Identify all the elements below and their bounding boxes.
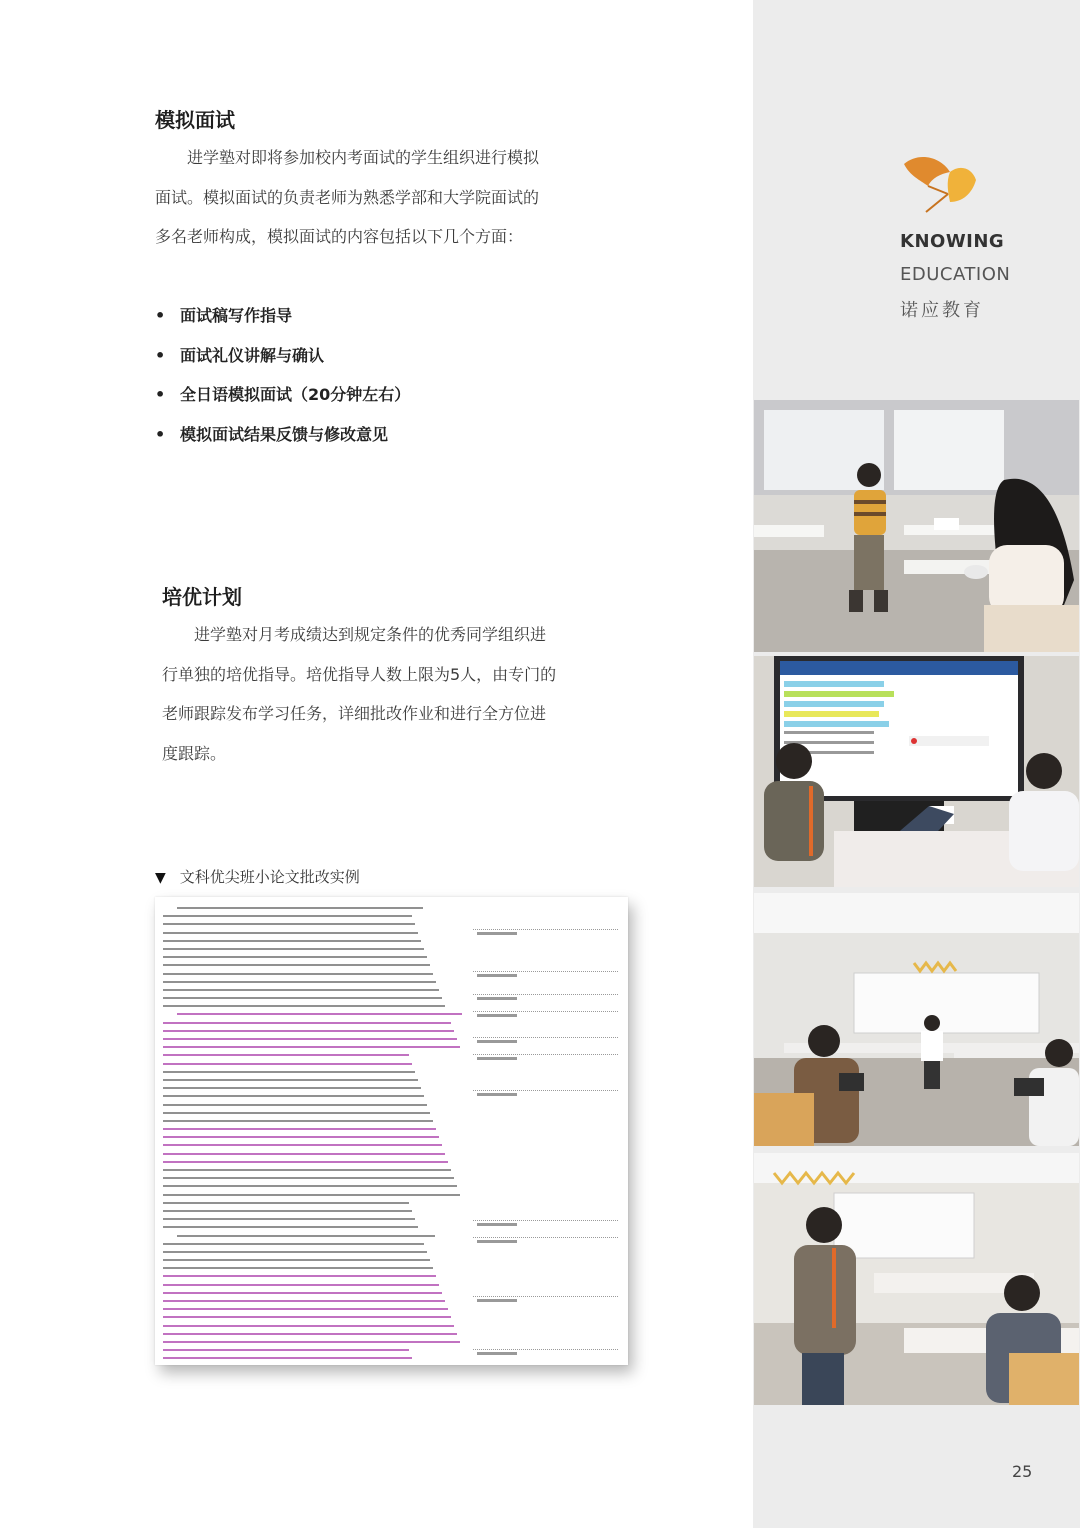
essay-line <box>163 1357 412 1359</box>
essay-line <box>163 1194 460 1196</box>
margin-comment <box>473 1037 618 1039</box>
brand-name-chinese: 诺应教育 <box>900 300 984 321</box>
essay-line <box>163 1210 412 1212</box>
essay-line <box>177 1235 435 1237</box>
paragraph-line: 进学塾对即将参加校内考面试的学生组织进行模拟 <box>187 148 540 167</box>
essay-line <box>163 1218 415 1220</box>
essay-example-caption <box>155 866 360 887</box>
margin-comment <box>473 1090 618 1092</box>
margin-comment <box>473 1054 618 1056</box>
essay-line <box>163 940 421 942</box>
corrected-essay-image <box>155 897 628 1365</box>
essay-line <box>163 1325 454 1327</box>
essay-line <box>163 1185 457 1187</box>
essay-line <box>163 1259 430 1261</box>
mock-interview-paragraph <box>155 138 575 257</box>
essay-line <box>163 1112 430 1114</box>
excellence-program-paragraph <box>162 615 582 773</box>
essay-line <box>163 1300 445 1302</box>
bullet-item: • 模拟面试结果反馈与修改意见 <box>155 415 410 455</box>
essay-line <box>177 907 423 909</box>
essay-line <box>163 973 433 975</box>
essay-line <box>163 1169 451 1171</box>
bullet-item: • 面试稿写作指导 <box>155 296 410 336</box>
essay-line <box>163 1251 427 1253</box>
brand-name-education: EDUCATION <box>900 264 1011 285</box>
essay-line <box>163 997 442 999</box>
page-number: 25 <box>1012 1462 1033 1481</box>
essay-line <box>163 1104 427 1106</box>
essay-line <box>163 1128 436 1130</box>
essay-line <box>163 1120 433 1122</box>
paragraph-line: 度跟踪。 <box>162 743 227 763</box>
essay-line <box>163 1071 415 1073</box>
essay-line <box>163 1243 424 1245</box>
paragraph-line: 老师跟踪发布学习任务，详细批改作业和进行全方位进 <box>162 704 547 723</box>
margin-comment <box>473 1349 618 1351</box>
mock-interview-bullet-list <box>155 296 410 454</box>
essay-line <box>163 1153 445 1155</box>
margin-comment <box>473 971 618 973</box>
margin-comment <box>473 1237 618 1239</box>
essay-line <box>163 1292 442 1294</box>
essay-line <box>163 1275 436 1277</box>
essay-line <box>163 1284 439 1286</box>
brand-name-knowing: KNOWING <box>900 231 1005 252</box>
essay-line <box>163 1349 409 1351</box>
essay-line <box>163 1022 451 1024</box>
essay-line <box>163 1202 409 1204</box>
photo-mock-interview-1 <box>754 400 1079 652</box>
photo-essay-review-screen <box>754 656 1079 887</box>
paragraph-line: 面试。模拟面试的负责老师为熟悉学部和大学院面试的 <box>155 187 540 207</box>
triangle-down-icon: ▼ <box>155 870 166 886</box>
bullet-item: • 全日语模拟面试（20分钟左右） <box>155 375 410 415</box>
essay-line <box>163 923 415 925</box>
section-title-excellence-program: 培优计划 <box>162 585 242 609</box>
essay-line <box>163 1316 451 1318</box>
margin-comment <box>473 994 618 996</box>
paragraph-line: 行单独的培优指导。培优指导人数上限为5人，由专门的 <box>162 664 557 684</box>
essay-margin-comments <box>473 897 623 1365</box>
essay-line <box>163 956 427 958</box>
essay-line <box>177 1013 462 1015</box>
essay-line <box>163 1079 418 1081</box>
essay-line <box>163 1177 454 1179</box>
essay-line <box>163 915 412 917</box>
section-title-mock-interview: 模拟面试 <box>155 108 235 132</box>
essay-line <box>163 1005 445 1007</box>
paragraph-line: 多名老师构成，模拟面试的内容包括以下几个方面： <box>155 227 524 246</box>
margin-comment <box>473 1011 618 1013</box>
essay-line <box>163 1038 457 1040</box>
essay-line <box>163 1063 412 1065</box>
photo-tutoring-session <box>754 1153 1079 1405</box>
essay-line <box>163 1144 442 1146</box>
bullet-item: • 面试礼仪讲解与确认 <box>155 336 410 376</box>
essay-line <box>163 1226 418 1228</box>
essay-line <box>163 1030 454 1032</box>
essay-line <box>163 1054 409 1056</box>
essay-line <box>163 1333 457 1335</box>
essay-line <box>163 948 424 950</box>
essay-line <box>163 932 418 934</box>
essay-line <box>163 989 439 991</box>
essay-line <box>163 1341 460 1343</box>
essay-line <box>163 1267 433 1269</box>
essay-line <box>163 1046 460 1048</box>
paragraph-line: 进学塾对月考成绩达到规定条件的优秀同学组织进 <box>194 625 547 644</box>
ginkgo-leaf-icon <box>900 150 980 215</box>
essay-line <box>163 981 436 983</box>
essay-line <box>163 964 430 966</box>
essay-text-lines <box>163 907 463 1365</box>
caption-text: 文科优尖班小论文批改实例 <box>179 868 360 886</box>
essay-line <box>163 1136 439 1138</box>
photo-mock-interview-classroom <box>754 893 1079 1146</box>
essay-line <box>163 1087 421 1089</box>
essay-line <box>163 1308 448 1310</box>
essay-line <box>163 1095 424 1097</box>
margin-comment <box>473 1220 618 1222</box>
margin-comment <box>473 929 618 931</box>
essay-line <box>163 1161 448 1163</box>
margin-comment <box>473 1296 618 1298</box>
